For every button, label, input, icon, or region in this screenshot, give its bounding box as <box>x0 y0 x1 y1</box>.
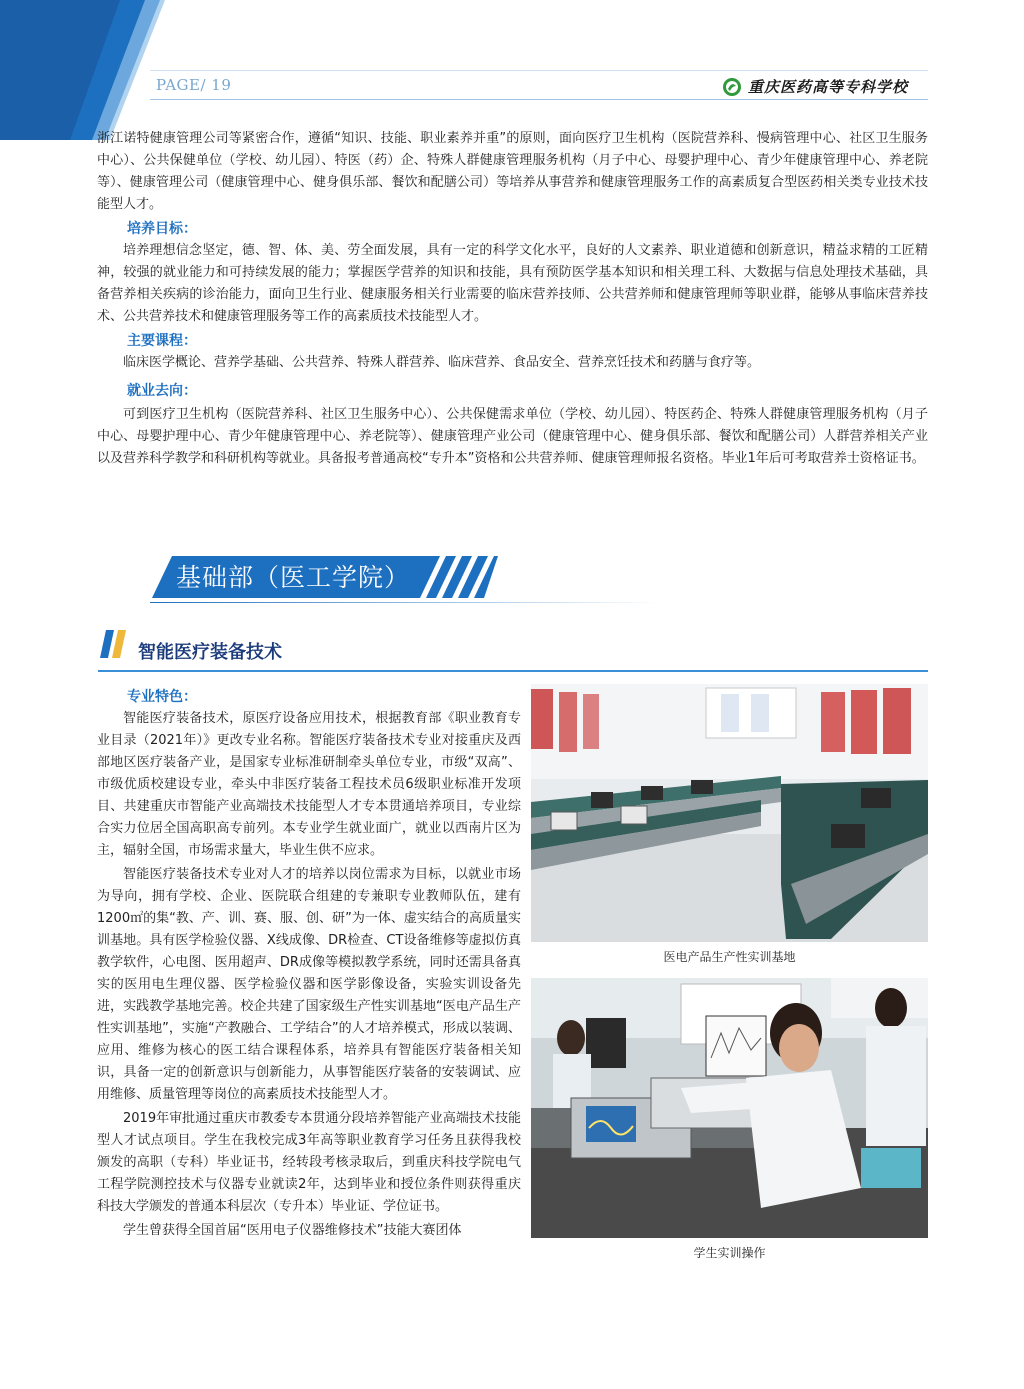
major-title-bars-icon <box>98 626 132 660</box>
course-block <box>97 352 928 374</box>
page-number: PAGE/ 19 <box>156 76 232 94</box>
goal-heading: 培养目标： <box>127 221 197 237</box>
header-rule <box>150 99 928 100</box>
lab-photo-caption: 医电产品生产性实训基地 <box>663 950 796 964</box>
major-text-column <box>97 708 521 1242</box>
students-photo <box>531 978 928 1238</box>
feature-heading: 专业特色： <box>127 689 197 705</box>
course-heading: 主要课程： <box>127 333 197 349</box>
major-title: 智能医疗装备技术 <box>138 642 282 663</box>
intro-paragraph: 浙江诺特健康管理公司等紧密合作，遵循“知识、技能、职业素养并重”的原则，面向医疗卫生机构（医院营养科、慢病管理中心、社区卫生服务中心）、公共保健单位（学校、幼儿园）、特医（药）企、特殊人群健康管理服务机构（月子中心、母婴护理中心、青少年健康管理中心、养老院等）、健康管理公司（健康管理中心、健身俱乐部、餐饮和配膳公司）等培养从事营养和健康管理服务工作的高素质复合型医药相关类专业技术技能型人才。 <box>97 131 928 212</box>
header-top-rule <box>150 70 928 71</box>
school-emblem-icon <box>722 77 742 97</box>
major-paragraph-4: 学生曾获得全国首届“医用电子仪器维修技术”技能大赛团体 <box>123 1223 462 1238</box>
banner-rule <box>150 602 660 603</box>
career-block <box>97 404 928 470</box>
major-paragraph-2: 智能医疗装备技术专业对人才的培养以岗位需求为目标，以就业市场为导向，拥有学校、企业、医院联合组建的专兼职专业教师队伍，建有1200㎡的集“教、产、训、赛、服、创、研”为一体、虚实结合的高质量实训基地。具有医学检验仪器、X线成像、DR检查、CT设备维修等虚拟仿真教学软件，心电图、医用超声、DR成像等模拟教学系统，同时还需具备真实的医用电生理仪器、医学检验仪器和医学影像设备，实验实训设备先进，实践教学基地完善。校企共建了国家级生产性实训基地“医电产品生产性实训基地”，实施“产教融合、工学结合”的人才培养模式，形成以装调、应用、维修为核心的医工结合课程体系，培养具有智能医疗装备相关知识，具备一定的创新意识与创新能力，从事智能医疗装备的安装调试、应用维修、质量管理等岗位的高素质技术技能型人才。 <box>97 867 521 1102</box>
career-paragraph: 可到医疗卫生机构（医院营养科、社区卫生服务中心）、公共保健需求单位（学校、幼儿园）、特医药企、特殊人群健康管理服务机构（月子中心、母婴护理中心、青少年健康管理中心、养老院等）、健康管理产业公司（健康管理中心、健身俱乐部、餐饮和配膳公司）人群营养相关产业以及营养科学教学和科研机构等就业。具备报考普通高校“专升本”资格和公共营养师、健康管理师报名资格。毕业1年后可考取营养士资格证书。 <box>97 407 928 466</box>
career-heading: 就业去向： <box>127 383 197 399</box>
school-logo <box>722 76 908 97</box>
major-paragraph-1: 智能医疗装备技术，原医疗设备应用技术，根据教育部《职业教育专业目录（2021年）》更改专业名称。智能医疗装备技术专业对接重庆及西部地区医疗装备产业，是国家专业标准研制牵头单位专业，市级“双高”、市级优质校建设专业，牵头中非医疗装备工程技术员6级职业标准开发项目、共建重庆市智能产业高端技术技能型人才专本贯通培养项目，专业综合实力位居全国高职高专前列。本专业学生就业面广，就业以西南片区为主，辐射全国，市场需求量大，毕业生供不应求。 <box>97 711 521 858</box>
intro-block <box>97 128 928 216</box>
lab-photo <box>531 684 928 942</box>
major-paragraph-3: 2019年审批通过重庆市教委专本贯通分段培养智能产业高端技术技能型人才试点项目。学生在我校完成3年高等职业教育学习任务且获得我校颁发的高职（专科）毕业证书，经转段考核录取后，到重庆科技学院电气工程学院测控技术与仪器专业就读2年，达到毕业和授位条件则获得重庆科技大学颁发的普通本科层次（专升本）毕业证、学位证书。 <box>97 1111 521 1214</box>
course-paragraph: 临床医学概论、营养学基础、公共营养、特殊人群营养、临床营养、食品安全、营养烹饪技术和药膳与食疗等。 <box>123 355 761 370</box>
goal-paragraph: 培养理想信念坚定，德、智、体、美、劳全面发展，具有一定的科学文化水平，良好的人文素养、职业道德和创新意识，精益求精的工匠精神，较强的就业能力和可持续发展的能力；掌握医学营养的知识和技能，具有预防医学基本知识和相关理工科、大数据与信息处理技术基础，具备营养相关疾病的诊治能力，面向卫生行业、健康服务相关行业需要的临床营养技师、公共营养师和健康管理师等职业群，能够从事临床营养技术、公共营养技术和健康管理服务等工作的高素质技术技能型人才。 <box>97 243 928 324</box>
goal-block <box>97 240 928 328</box>
corner-decoration <box>0 0 170 140</box>
students-photo-caption: 学生实训操作 <box>693 1246 766 1260</box>
major-title-rule <box>98 670 928 672</box>
school-name: 重庆医药高等专科学校 <box>748 78 909 96</box>
department-banner-title: 基础部（医工学院） <box>176 563 411 592</box>
